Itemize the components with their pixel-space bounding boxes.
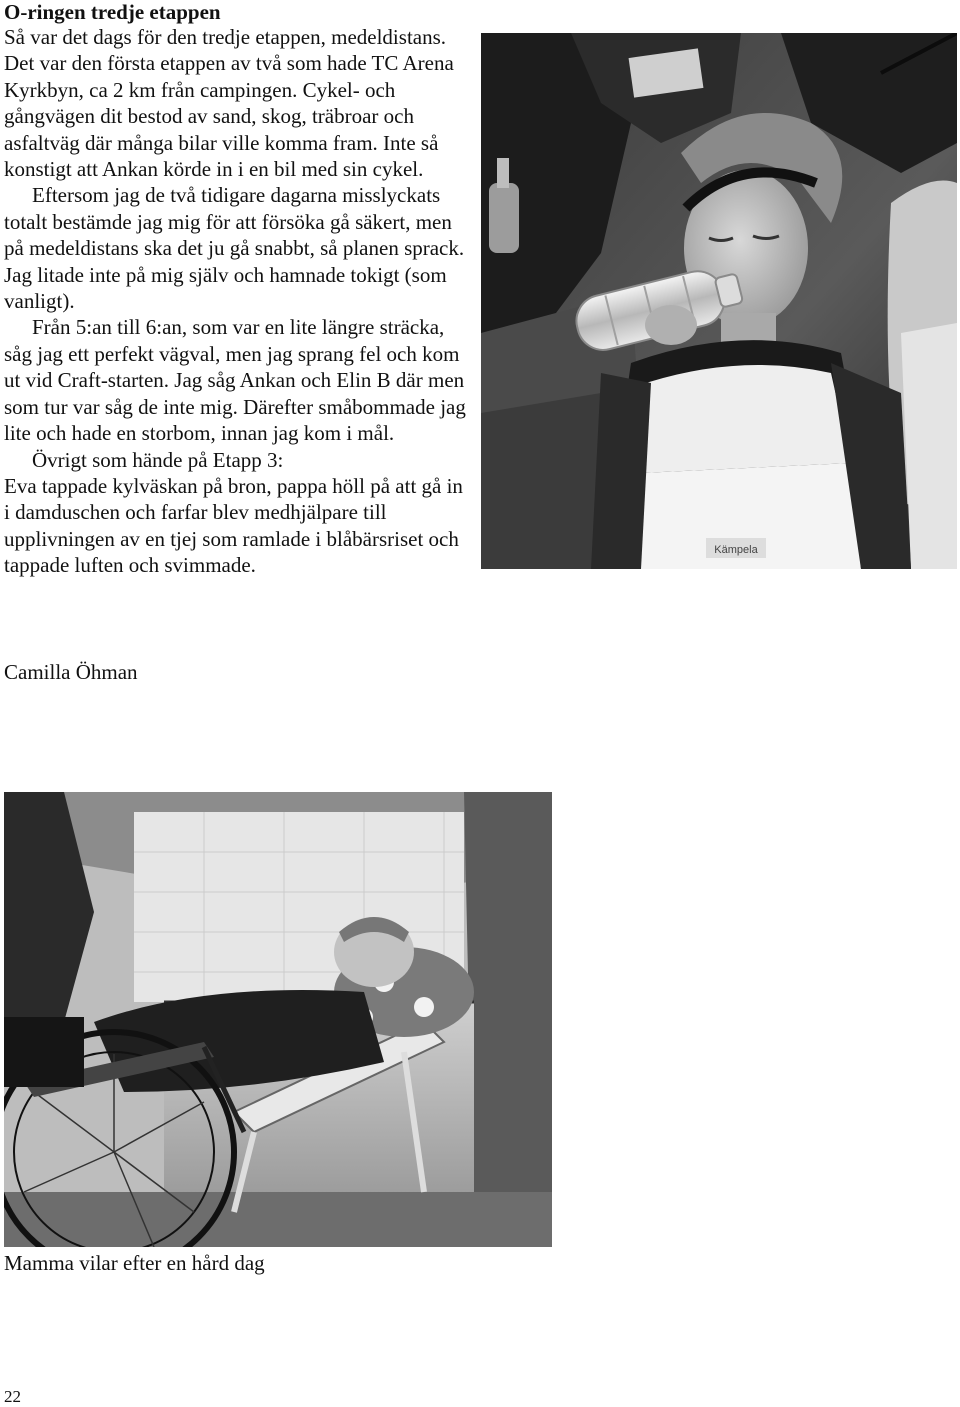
photo-resting-mother xyxy=(4,792,552,1247)
photo-runner-drinking-illustration xyxy=(481,33,957,569)
page-number: 22 xyxy=(4,1387,21,1406)
photo-caption: Mamma vilar efter en hård dag xyxy=(4,1251,265,1275)
photo-resting-mother-illustration xyxy=(4,792,552,1247)
paragraph-3: Från 5:an till 6:an, som var en lite längre sträcka, såg jag ett perfekt vägval, men jag sprang fel och kom ut vid Craft-starten. Jag såg Ankan och Elin B där men som tur var såg de inte mig. Därefter småbommade jag lite och hade en storbom, innan jag kom i mål. xyxy=(4,315,466,446)
paragraph-1: Så var det dags för den tredje etappen, medeldistans. Det var den första etappen av två som hade TC Arena Kyrkbyn, ca 2 km från campingen. Cykel- och gångvägen dit bestod av sand, skog, träbroar och asfaltväg där många bilar ville komma fram. Inte så konstigt att Ankan körde in i en bil med sin cykel. xyxy=(4,25,454,182)
photo-runner-drinking xyxy=(481,33,957,569)
author-signature: Camilla Öhman xyxy=(4,660,138,684)
jacket-label: Kämpela xyxy=(714,544,758,556)
paragraph-5: Eva tappade kylväskan på bron, pappa höll på att gå in i damduschen och farfar blev medhjälpare till upplivningen av en tjej som ramlade i blåbärsriset och tappade luften och svimmade. xyxy=(4,473,463,578)
paragraph-4: Övrigt som hände på Etapp 3: xyxy=(32,447,284,472)
article xyxy=(4,0,472,579)
article-title: O-ringen tredje etappen xyxy=(4,0,221,24)
paragraph-2: Eftersom jag de två tidigare dagarna misslyckats totalt bestämde jag mig för att försöka gå säkert, men på medeldistans ska det ju gå snabbt, så planen sprack. Jag litade inte på mig själv och hamnade tokigt (som vanligt). xyxy=(4,183,465,314)
